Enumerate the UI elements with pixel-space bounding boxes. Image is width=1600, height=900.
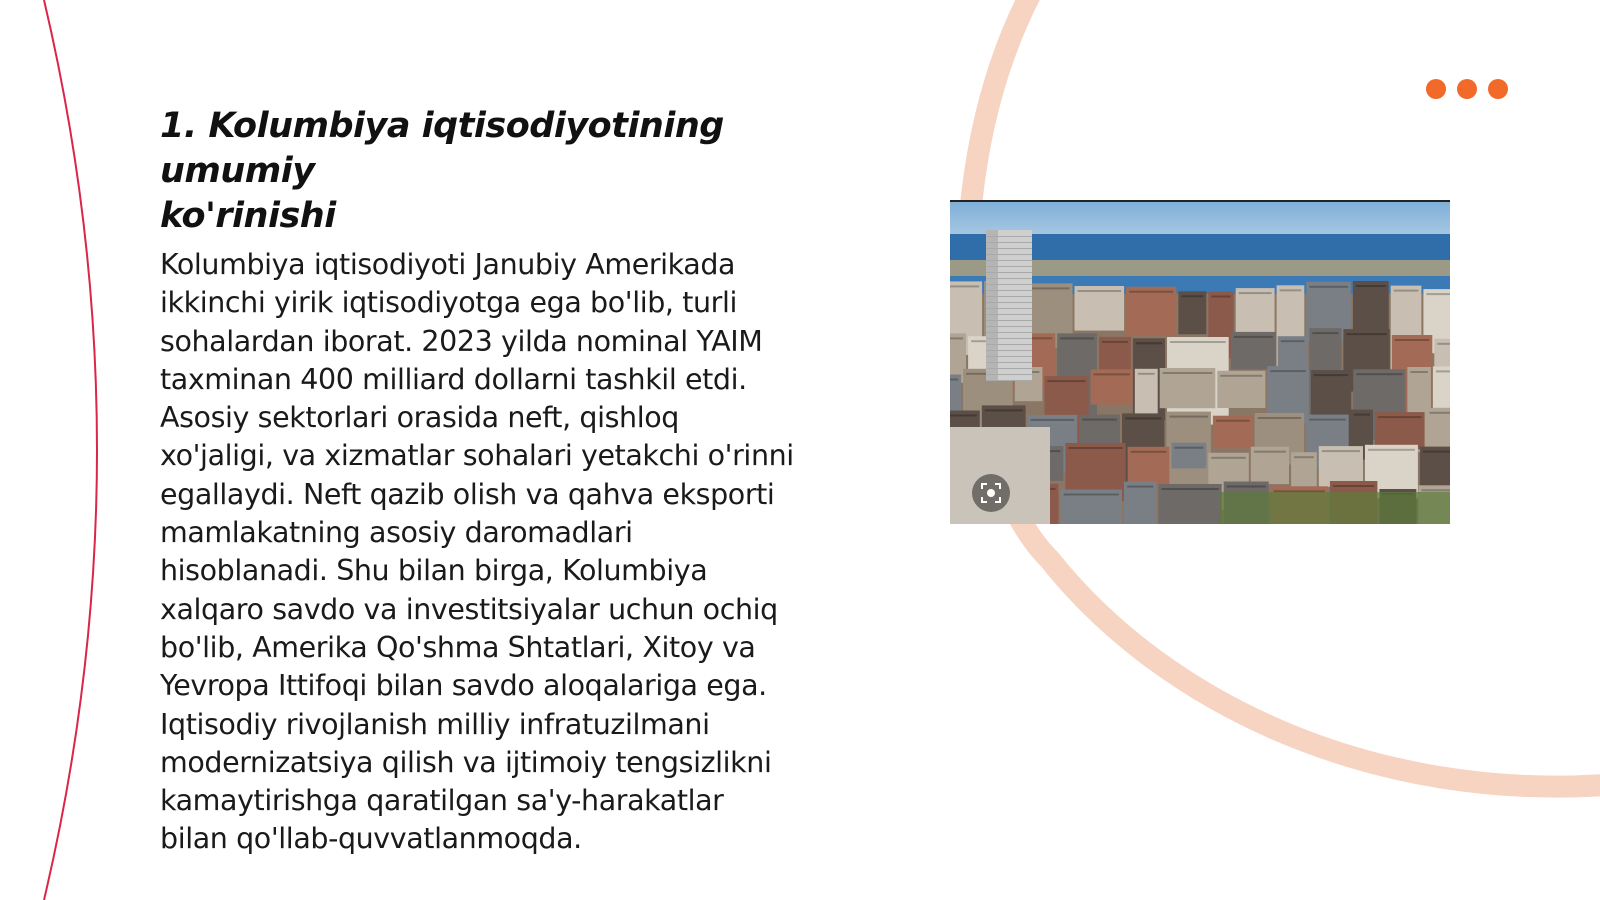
body-line: Asosiy sektorlari orasida neft, qishloq <box>160 401 679 435</box>
building-window-row <box>1356 373 1402 375</box>
tower-floor-line <box>986 248 1032 249</box>
building-window-row <box>1368 449 1415 451</box>
tower-floor-line <box>986 254 1032 255</box>
building-window-row <box>1309 419 1346 421</box>
building-window-row <box>1174 447 1203 449</box>
building-window-row <box>1127 486 1153 488</box>
body-paragraph <box>160 246 860 859</box>
building-window-row <box>985 409 1023 411</box>
body-line: xalqaro savdo va investitsiyalar uchun ochiq <box>160 592 778 626</box>
building-window-row <box>1346 333 1386 335</box>
building-window-row <box>1314 374 1348 376</box>
body-line: modernizatsiya qilish va ijtimoiy tengsizlikni <box>160 745 772 779</box>
tower-floor-line <box>986 272 1032 273</box>
dot <box>1488 79 1508 99</box>
building-window-row <box>1280 289 1302 291</box>
body-line: taxminan 400 milliard dollarni tashkil etdi. <box>160 362 747 396</box>
building-window-row <box>950 337 963 339</box>
tower-floor-line <box>986 242 1032 243</box>
city-skyline-photo <box>950 200 1450 524</box>
building-window-row <box>1378 416 1422 418</box>
building-window-row <box>1312 332 1338 334</box>
building-window-row <box>1216 420 1250 422</box>
building-window-row <box>1125 417 1161 419</box>
building-window-row <box>1211 296 1230 298</box>
building-shape <box>1075 286 1125 331</box>
building-window-row <box>1161 488 1218 490</box>
body-line: Iqtisodiy rivojlanish milliy infratuzilmani <box>160 707 710 741</box>
building-window-row <box>1181 295 1203 297</box>
building-window-row <box>1129 291 1173 293</box>
building-shape <box>950 375 961 416</box>
building-shape <box>1171 443 1206 469</box>
tower-floor-line <box>986 356 1032 357</box>
building-window-row <box>1163 372 1213 374</box>
dot <box>1426 79 1446 99</box>
building-window-row <box>1029 287 1070 289</box>
building-window-row <box>1169 416 1208 418</box>
city-skyline-illustration <box>950 202 1450 524</box>
building-window-row <box>1031 419 1075 421</box>
more-dots-icon[interactable] <box>1426 79 1508 99</box>
tower-floor-line <box>986 308 1032 309</box>
building-window-row <box>1068 447 1122 449</box>
body-line: ikkinchi yirik iqtisodiyotga ega bo'lib, turli <box>160 286 738 320</box>
tower-floor-line <box>986 380 1032 381</box>
building-shape <box>1126 287 1176 337</box>
tower-floor-line <box>986 326 1032 327</box>
building-window-row <box>1136 342 1162 344</box>
building-window-row <box>1211 457 1246 459</box>
building-window-row <box>1102 341 1128 343</box>
building-window-row <box>1426 293 1450 295</box>
title-line: ko'rinishi <box>160 196 336 236</box>
tower-floor-line <box>986 278 1032 279</box>
left-red-curve <box>44 0 97 900</box>
building-window-row <box>1356 285 1386 287</box>
tower-floor-line <box>986 290 1032 291</box>
building-window-row <box>1094 373 1130 375</box>
body-line: bo'lib, Amerika Qo'shma Shtatlari, Xitoy va <box>160 630 756 664</box>
body-line: sohalardan iborat. 2023 yilda nominal YAIM <box>160 324 763 358</box>
tower-floor-line <box>986 362 1032 363</box>
body-line: mamlakatning asosiy daromadlari <box>160 516 633 550</box>
building-window-row <box>1395 339 1430 341</box>
building-window-row <box>1234 336 1273 338</box>
visual-search-icon[interactable] <box>972 474 1010 512</box>
body-line: xo'jaligi, va xizmatlar sohalari yetakchi o'rinni <box>160 439 794 473</box>
tower-floor-line <box>986 320 1032 321</box>
tower-floor-line <box>986 284 1032 285</box>
tower-floor-line <box>986 344 1032 345</box>
tower-floor-line <box>986 296 1032 297</box>
building-window-row <box>1281 340 1305 342</box>
building-window-row <box>1170 341 1226 343</box>
building-window-row <box>1394 290 1419 292</box>
title-line: 1. Kolumbiya iqtisodiyotining umumiy <box>160 106 724 191</box>
building-window-row <box>1309 286 1348 288</box>
body-line: hisoblanadi. Shu bilan birga, Kolumbiya <box>160 554 708 588</box>
building-window-row <box>1430 412 1450 414</box>
tower-floor-line <box>986 236 1032 237</box>
building-window-row <box>1258 417 1301 419</box>
tower-floor-line <box>986 266 1032 267</box>
tower-floor-line <box>986 350 1032 351</box>
building-window-row <box>1322 450 1360 452</box>
body-line: Kolumbiya iqtisodiyoti Janubiy Amerikada <box>160 248 736 281</box>
building-window-row <box>950 379 958 381</box>
building-window-row <box>1254 451 1286 453</box>
tower-floor-line <box>986 260 1032 261</box>
building-shape <box>1178 291 1206 334</box>
building-window-row <box>1082 419 1117 421</box>
building-window-row <box>1227 486 1266 488</box>
building-window-row <box>1436 370 1450 372</box>
tower-floor-line <box>986 332 1032 333</box>
building-window-row <box>971 340 987 342</box>
body-line: egallaydi. Neft qazib olish va qahva eksporti <box>160 477 775 511</box>
tower-floor-line <box>986 374 1032 375</box>
building-window-row <box>1078 290 1122 292</box>
building-window-row <box>1220 375 1262 377</box>
building-window-row <box>950 415 977 417</box>
building-window-row <box>1060 337 1094 339</box>
building-window-row <box>1437 343 1450 345</box>
building-window-row <box>1354 414 1370 416</box>
building-window-row <box>1423 451 1450 453</box>
building-shape <box>1319 446 1363 487</box>
body-line: Yevropa Ittifoqi bilan savdo aloqalariga ega. <box>160 669 767 703</box>
building-window-row <box>1270 370 1306 372</box>
tower-floor-line <box>986 338 1032 339</box>
building-window-row <box>1131 451 1167 453</box>
building-window-row <box>1294 456 1314 458</box>
building-window-row <box>1047 380 1085 382</box>
building-window-row <box>1421 489 1450 491</box>
building-window-row <box>1138 373 1155 375</box>
building-window-row <box>1333 485 1375 487</box>
building-window-row <box>1239 292 1272 294</box>
body-line: kamaytirishga qaratilgan sa'y-harakatlar <box>160 784 724 818</box>
tower-floor-line <box>986 314 1032 315</box>
slide-title <box>160 104 860 239</box>
tower-floor-line <box>986 302 1032 303</box>
body-line: bilan qo'llab-quvvatlanmoqda. <box>160 822 582 856</box>
building-shape <box>1160 368 1216 408</box>
building-window-row <box>1410 371 1428 373</box>
building-shape <box>1124 482 1156 524</box>
building-window-row <box>950 285 979 287</box>
building-window-row <box>1064 494 1119 496</box>
tower-floor-line <box>986 368 1032 369</box>
dot <box>1457 79 1477 99</box>
